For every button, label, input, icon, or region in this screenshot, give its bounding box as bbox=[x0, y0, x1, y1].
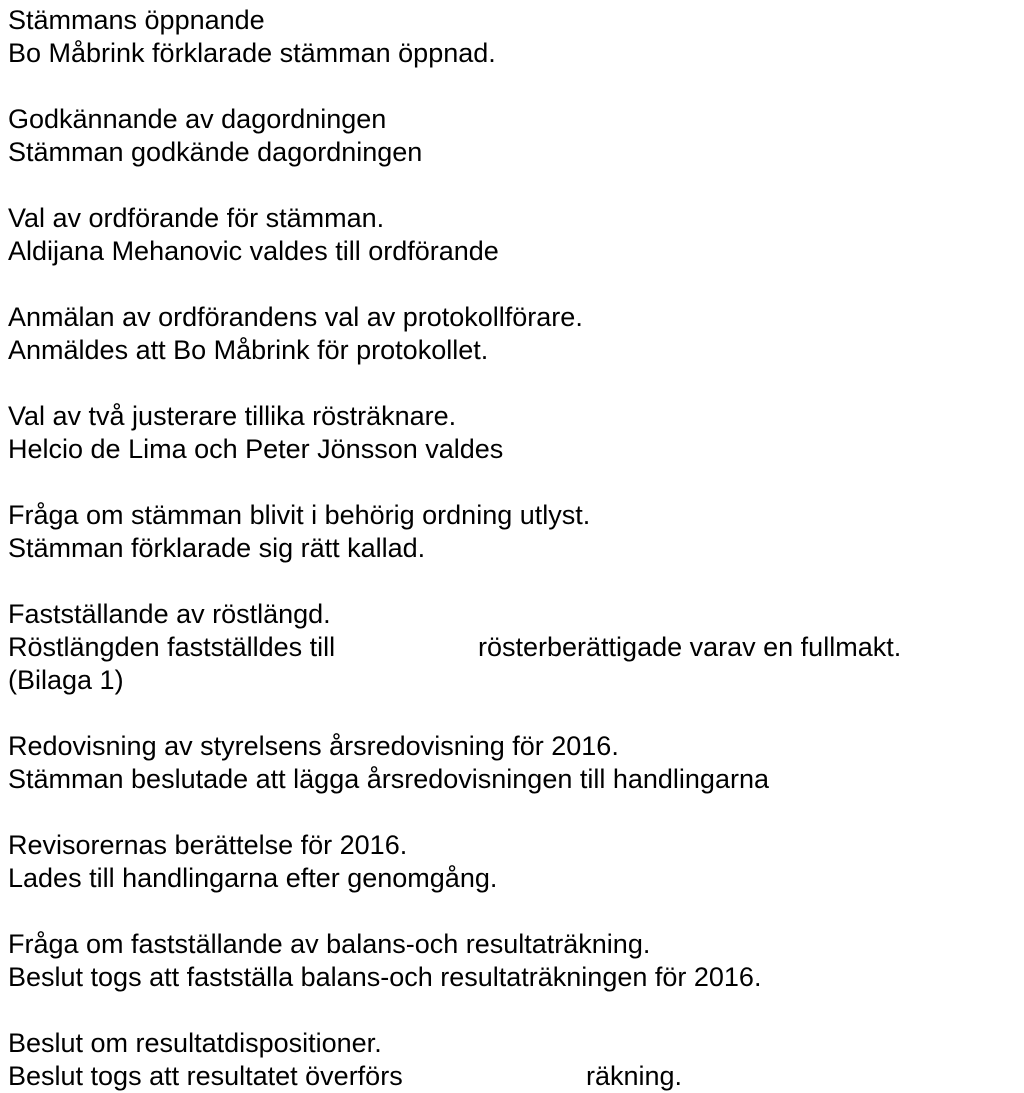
section-heading: Fastställande av röstlängd. bbox=[8, 599, 331, 629]
section-heading: Redovisning av styrelsens årsredovisning för 2016. bbox=[8, 731, 619, 761]
section-annual-report bbox=[8, 730, 1024, 796]
section-heading: Revisorernas berättelse för 2016. bbox=[8, 830, 408, 860]
section-text-right: rösterberättigade varav en fullmakt. bbox=[478, 632, 902, 662]
section-heading: Beslut om resultatdispositioner. bbox=[8, 1028, 382, 1058]
section-text: Stämman godkände dagordningen bbox=[8, 137, 423, 167]
section-text: Anmäldes att Bo Måbrink för protokollet. bbox=[8, 335, 489, 365]
section-text: Stämman förklarade sig rätt kallad. bbox=[8, 533, 426, 563]
section-auditors bbox=[8, 829, 1024, 895]
section-note: (Bilaga 1) bbox=[8, 665, 124, 695]
section-heading: Val av två justerare tillika rösträknare. bbox=[8, 401, 457, 431]
section-heading: Fråga om fastställande av balans-och resultaträkning. bbox=[8, 929, 651, 959]
section-notice bbox=[8, 499, 1024, 565]
section-heading: Anmälan av ordförandens val av protokollförare. bbox=[8, 302, 583, 332]
section-chairman bbox=[8, 202, 1024, 268]
section-text-row bbox=[8, 1060, 1024, 1093]
section-balance bbox=[8, 928, 1024, 994]
section-adjusters bbox=[8, 400, 1024, 466]
section-text: Bo Måbrink förklarade stämman öppnad. bbox=[8, 38, 496, 68]
section-text: Aldijana Mehanovic valdes till ordförande bbox=[8, 236, 499, 266]
section-heading: Val av ordförande för stämman. bbox=[8, 203, 385, 233]
section-text: Helcio de Lima och Peter Jönsson valdes bbox=[8, 434, 504, 464]
section-text: Lades till handlingarna efter genomgång. bbox=[8, 863, 498, 893]
section-opening bbox=[8, 4, 1024, 70]
section-agenda bbox=[8, 103, 1024, 169]
section-result bbox=[8, 1027, 1024, 1093]
section-secretary bbox=[8, 301, 1024, 367]
section-heading: Stämmans öppnande bbox=[8, 5, 265, 35]
section-text: Beslut togs att fastställa balans-och resultaträkningen för 2016. bbox=[8, 962, 762, 992]
section-heading: Godkännande av dagordningen bbox=[8, 104, 387, 134]
section-text-left: Beslut togs att resultatet överförs bbox=[8, 1061, 403, 1091]
section-text: Stämman beslutade att lägga årsredovisningen till handlingarna bbox=[8, 764, 769, 794]
section-heading: Fråga om stämman blivit i behörig ordning utlyst. bbox=[8, 500, 591, 530]
section-text-right: räkning. bbox=[586, 1061, 683, 1091]
section-text-left: Röstlängden fastställdes till bbox=[8, 632, 336, 662]
section-voting-list bbox=[8, 598, 1024, 697]
section-text-row bbox=[8, 631, 1024, 664]
